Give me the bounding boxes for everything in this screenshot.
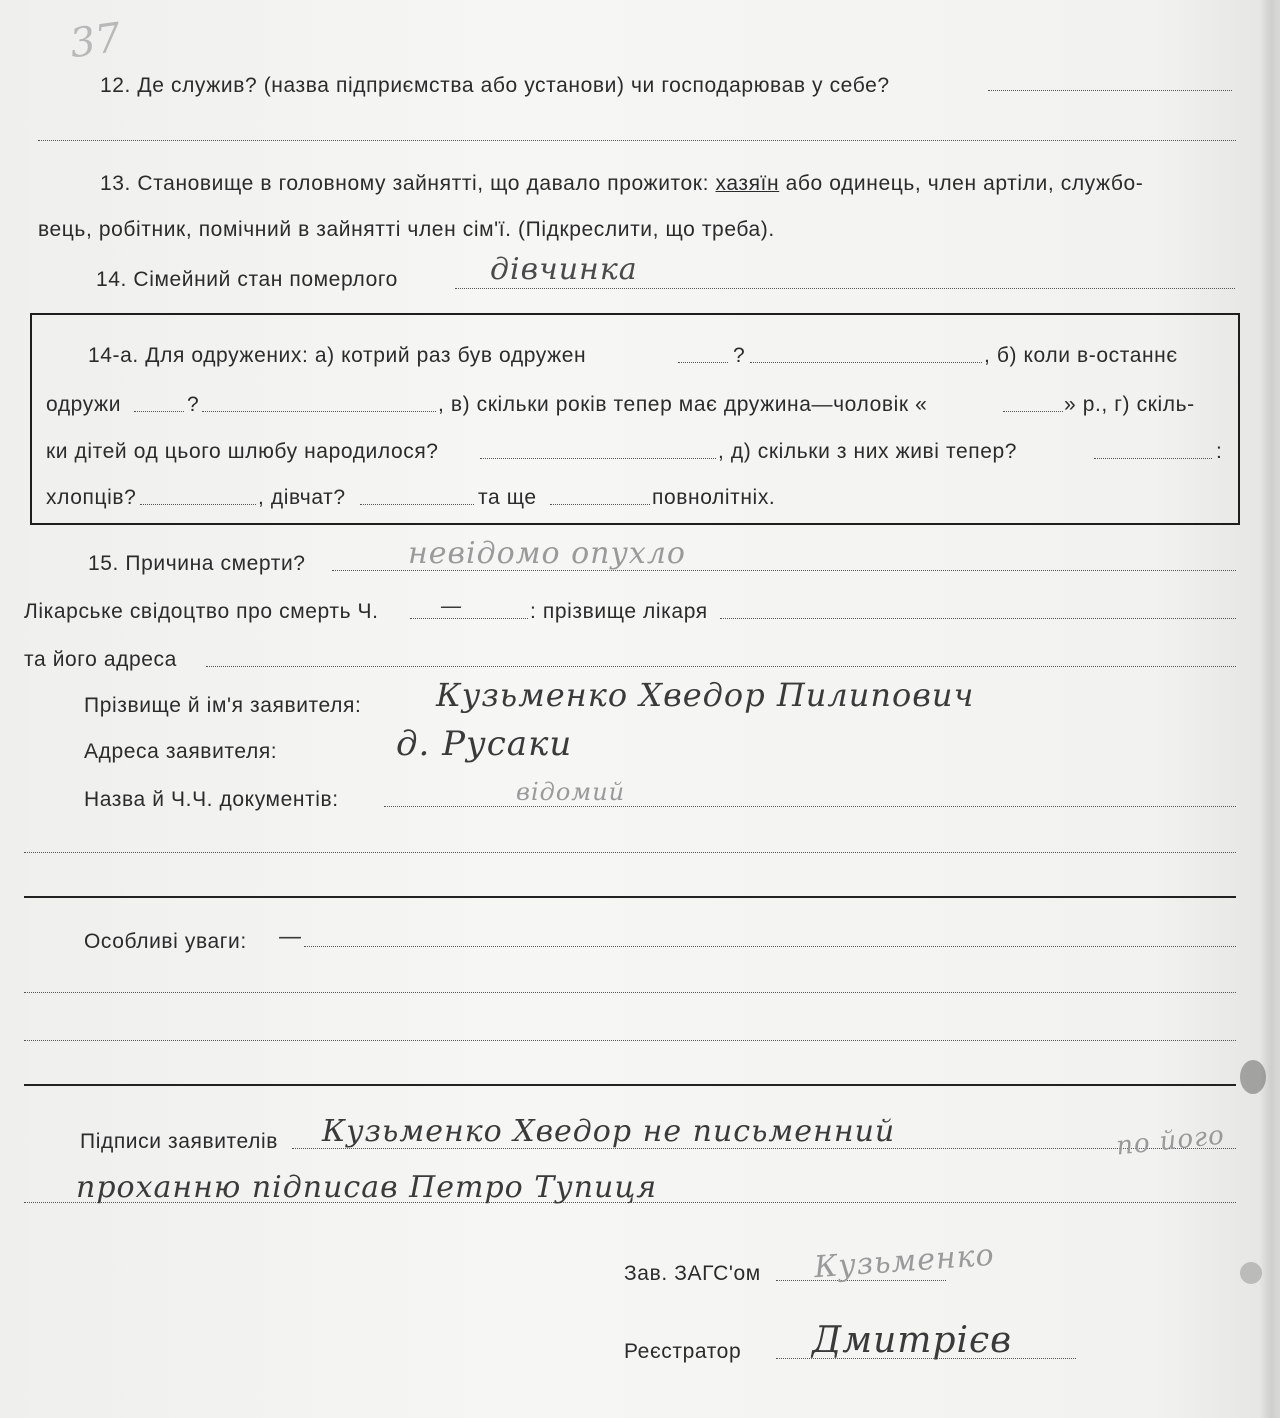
- q14-label: 14. Сімейний стан померлого: [96, 268, 398, 291]
- docs-extra-line: [24, 852, 1236, 853]
- q14a-line-3c: :: [1216, 440, 1223, 463]
- signature-line-2: проханню підписав Петро Тупиця: [76, 1170, 658, 1205]
- q14a-line-4a: хлопців?: [46, 486, 137, 509]
- signature-line-1-end: по його: [1114, 1120, 1227, 1162]
- notes-line-1: [304, 946, 1236, 947]
- applicant-docs-value: відомий: [516, 778, 626, 806]
- q14a-line-3b: , д) скільки з них живі тепер?: [718, 440, 1018, 463]
- med-cert-number-value: —: [440, 594, 463, 619]
- section-divider-2: [24, 1084, 1236, 1086]
- applicant-docs-line: [384, 806, 1236, 807]
- q13-line-2: вець, робітник, помічний в зайнятті член сім'ї. (Підкреслити, що треба).: [38, 218, 775, 241]
- q13-prefix: 13. Становище в головному зайнятті, що давало прожиток:: [100, 172, 710, 195]
- q14a-q1: ?: [733, 344, 746, 367]
- signatures-label: Підписи заявителів: [80, 1130, 278, 1153]
- doctor-address-label: та його адреса: [24, 648, 177, 671]
- q14a-blank-6: [480, 458, 716, 459]
- zags-head-label: Зав. ЗАГС'ом: [624, 1262, 761, 1285]
- applicant-docs-label: Назва й Ч.Ч. документів:: [84, 788, 339, 811]
- q13-line-1: [100, 172, 1143, 196]
- notes-line-2: [24, 992, 1236, 993]
- q12-answer-line-2: [38, 140, 1236, 141]
- q15-label: 15. Причина смерти?: [88, 552, 306, 575]
- q14a-blank-9: [360, 504, 474, 505]
- q14a-line-3a: ки дітей од цього шлюбу народилося?: [46, 440, 439, 463]
- notes-label: Особливі уваги:: [84, 930, 247, 953]
- q14a-blank-7: [1094, 458, 1212, 459]
- q14a-line-4d: повнолітніх.: [652, 486, 776, 509]
- registrar-signature: Дмитрієв: [812, 1320, 1013, 1361]
- med-cert-label: Лікарське свідоцтво про смерть Ч.: [24, 600, 379, 623]
- applicant-address-label: Адреса заявителя:: [84, 740, 278, 763]
- notes-value: —: [278, 922, 303, 950]
- q14a-line-1a: 14-а. Для одружених: а) котрий раз був одружен: [88, 344, 587, 367]
- q14a-blank-5: [1003, 411, 1063, 412]
- q14a-line-1b: , б) коли в-останнє: [984, 344, 1178, 367]
- q14a-blank-2: [750, 362, 982, 363]
- q14a-blank-1: [678, 362, 728, 363]
- doctor-address-line: [206, 666, 1236, 667]
- q12-label: 12. Де служив? (назва підприємства або установи) чи господарював у себе?: [100, 74, 890, 97]
- doctor-name-line: [720, 618, 1236, 619]
- q14-handwritten-value: дівчинка: [490, 252, 638, 287]
- q14a-line-4b: , дівчат?: [258, 486, 346, 509]
- signature-line-1: Кузьменко Хведор не письменний: [322, 1114, 896, 1149]
- q15-handwritten-value: невідомо опухло: [408, 536, 686, 571]
- notes-line-3: [24, 1040, 1236, 1041]
- q14a-line-2a: одружи: [46, 393, 122, 416]
- q13-selected-option: хазяїн: [715, 172, 780, 195]
- q14a-blank-10: [550, 504, 650, 505]
- applicant-name-value: Кузьменко Хведор Пилипович: [436, 676, 975, 714]
- doctor-name-label: : прізвище лікаря: [530, 600, 708, 623]
- q14a-blank-4: [202, 411, 436, 412]
- applicant-name-label: Прізвище й ім'я заявителя:: [84, 694, 362, 717]
- q14a-line-2c: » р., г) скіль-: [1064, 393, 1195, 416]
- ink-smudge-2: [1240, 1262, 1262, 1284]
- q14-answer-line: [455, 288, 1235, 289]
- q13-rest: або одинець, член артіли, службо-: [785, 172, 1144, 195]
- q14a-blank-8: [140, 504, 256, 505]
- applicant-address-value: д. Русаки: [396, 724, 573, 764]
- q14a-line-4c: та ще: [478, 486, 537, 509]
- q12-answer-line: [988, 90, 1232, 91]
- registrar-label: Реєстратор: [624, 1340, 742, 1363]
- pencil-margin-mark: 37: [67, 14, 124, 68]
- q14a-q2: ?: [187, 393, 200, 416]
- q14a-line-2b: , в) скільки років тепер має дружина—чоловік «: [438, 393, 928, 416]
- q14a-blank-3: [134, 411, 184, 412]
- ink-smudge-1: [1240, 1060, 1266, 1094]
- zags-head-signature: Кузьменко: [812, 1237, 996, 1286]
- section-divider-1: [24, 896, 1236, 898]
- page-edge-shadow: [1258, 0, 1280, 1418]
- med-cert-number-line: [410, 618, 528, 619]
